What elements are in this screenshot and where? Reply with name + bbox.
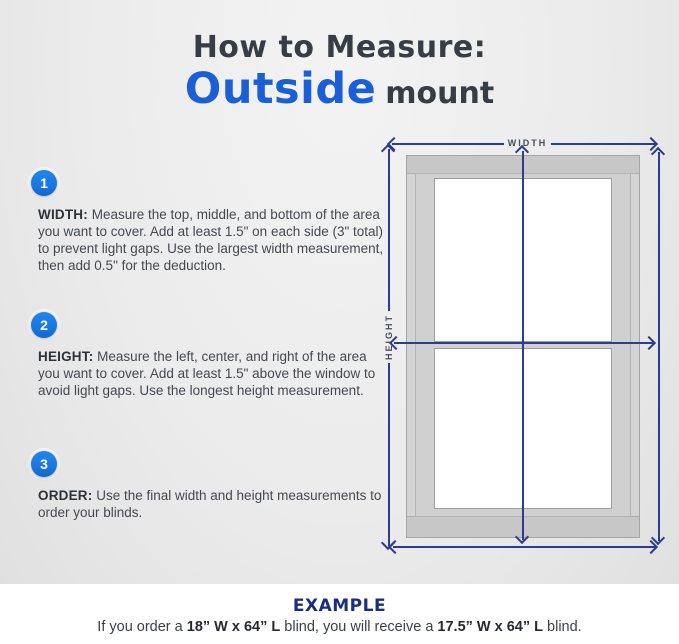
- step-1-text: [38, 206, 385, 274]
- step-1-body: Measure the top, middle, and bottom of the area you want to cover. Add at least 1.5" on each side (3" total) to prevent light gaps. Use the largest width measurement, then add 0.5" for the deduction.: [38, 207, 384, 273]
- step-3-number-badge: 3: [31, 451, 57, 477]
- step-2-lead: HEIGHT:: [38, 349, 94, 364]
- step-2-text: [38, 348, 385, 399]
- step-3-text: [38, 487, 385, 521]
- example-heading: EXAMPLE: [292, 596, 387, 616]
- step-1-number-badge: 1: [31, 170, 57, 196]
- right-measure-arrow-top-arrowhead-icon: [651, 147, 665, 161]
- middle-horizontal-arrow-right-arrowhead-icon: [642, 336, 656, 350]
- height-arrow-line-top: [388, 149, 390, 311]
- step-1-lead: WIDTH:: [38, 207, 88, 222]
- right-measure-arrow-line: [658, 152, 660, 541]
- page-title: [0, 30, 679, 122]
- title-line2: [0, 66, 679, 122]
- example-section: [0, 584, 679, 644]
- width-arrow-line-left: [392, 143, 504, 145]
- step-width: [31, 170, 385, 274]
- example-text: [0, 619, 679, 635]
- example-prefix: If you order a: [97, 619, 187, 635]
- step-height: [31, 312, 385, 399]
- bottom-horizontal-measure-arrow-line: [393, 546, 655, 548]
- title-mount-type: Outside: [184, 64, 377, 114]
- middle-horizontal-measure-arrow-line: [394, 342, 653, 344]
- example-suffix: blind.: [543, 619, 582, 635]
- center-vertical-measure-arrow-line: [522, 151, 524, 540]
- width-label: WIDTH: [507, 138, 548, 148]
- title-line1: How to Measure:: [192, 30, 487, 65]
- step-3-lead: ORDER:: [38, 488, 93, 503]
- step-2-number-badge: 2: [31, 312, 57, 338]
- step-order: [31, 451, 385, 521]
- width-arrow-line-right: [551, 143, 655, 145]
- example-order-size: 18” W x 64” L: [186, 619, 281, 635]
- example-receive-size: 17.5” W x 64” L: [437, 619, 543, 635]
- height-arrow-line-bottom: [388, 363, 390, 546]
- step-3-body: Use the final width and height measurements to order your blinds.: [38, 488, 382, 520]
- height-label: HEIGHT: [384, 313, 394, 361]
- example-middle: blind, you will receive a: [280, 619, 438, 635]
- step-2-body: Measure the left, center, and right of the area you want to cover. Add at least 1.5" above the window to avoid light gaps. Use the longest height measurement.: [38, 349, 376, 398]
- title-mount-word: mount: [385, 76, 495, 111]
